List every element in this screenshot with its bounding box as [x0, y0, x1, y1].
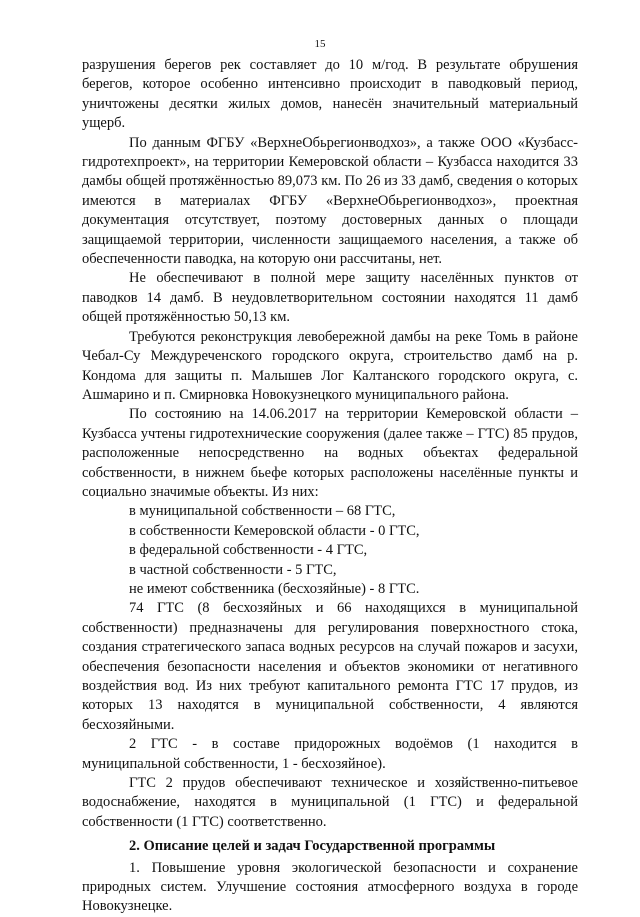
page-number: 15 — [314, 38, 326, 50]
paragraph-74-gts: 74 ГТС (8 бесхозяйных и 66 находящихся в муниципальной собственности) предназначены для регулирования поверхностного стока, создания стратегического запаса водных ресурсов на случай пожаров и засухи, обеспечения безопасности населения и объектов экономики от негативного воздействия вод. Из них требуют капитального ремонта ГТС 17 прудов, из которых 13 находятся в муниципальной собственности, 4 являются бесхозяйными. — [82, 600, 578, 733]
paragraph-reconstruction: Требуются реконструкция левобережной дамбы на реке Томь в районе Чебал-Су Междуреченского городского округа, строительство дамб на р. Кондома для защиты п. Малышев Лог Калтанского городского округа, с. Ашмарино и п. Смирновка Новокузнецкого муниципального района. — [82, 328, 578, 403]
list-item: не имеют собственника (бесхозяйные) - 8 ГТС. — [129, 580, 420, 597]
section-heading: 2. Описание целей и задач Государственной программы — [129, 838, 496, 855]
list-item: в муниципальной собственности – 68 ГТС, — [129, 503, 396, 520]
paragraph-roadside-ponds: 2 ГТС - в составе придорожных водоёмов (1 находится в муниципальной собственности, 1 - бесхозяйное). — [82, 736, 578, 772]
paragraph-water-supply: ГТС 2 прудов обеспечивают техническое и хозяйственно-питьевое водоснабжение, находятся в муниципальной (1 ГТС) и федеральной собственности (1 ГТС) соответственно. — [82, 775, 578, 830]
document-body — [82, 56, 578, 917]
paragraph-dams-condition: Не обеспечивают в полной мере защиту населённых пунктов от паводков 14 дамб. В неудовлетворительном состоянии находятся 11 дамб общей протяжённостью 50,13 км. — [82, 270, 578, 326]
list-item: в федеральной собственности - 4 ГТС, — [129, 542, 368, 559]
paragraph-dams-data: По данным ФГБУ «ВерхнеОбьрегионводхоз», а также ООО «Кузбасс-гидротехпроект», на территории Кемеровской области – Кузбасса находится 33 дамбы общей протяжённостью 89,073 км. По 26 из 33 дамб, сведения о которых имеются в материалах ФГБУ «ВерхнеОбьрегионводхоз», проектная документация отсутствует, поэтому достоверных данных о площади защищаемой территории, численности защищаемого населения, а также об обеспеченности паводка, на которую они рассчитаны, нет. — [82, 134, 578, 268]
paragraph-bank-erosion: разрушения берегов рек составляет до 10 м/год. В результате обрушения берегов, которое особенно интенсивно происходит в паводковый период, уничтожены десятки жилых домов, нанесён значительный материальный ущерб. — [82, 57, 578, 132]
ownership-list — [82, 502, 578, 599]
list-item: в собственности Кемеровской области - 0 ГТС, — [129, 522, 420, 539]
paragraph-goal-1: 1. Повышение уровня экологической безопасности и сохранение природных систем. Улучшение состояния атмосферного воздуха в городе Новокузнецке. — [82, 859, 578, 915]
paragraph-hydro-structures: По состоянию на 14.06.2017 на территории Кемеровской области – Кузбасса учтены гидротехнические сооружения (далее также – ГТС) 85 прудов, расположенные непосредственно на водных объектах федеральной собственности, в нижнем бьефе которых расположены населённые пункты и социально значимые объекты. Из них: — [82, 406, 578, 500]
list-item: в частной собственности - 5 ГТС, — [129, 561, 337, 578]
